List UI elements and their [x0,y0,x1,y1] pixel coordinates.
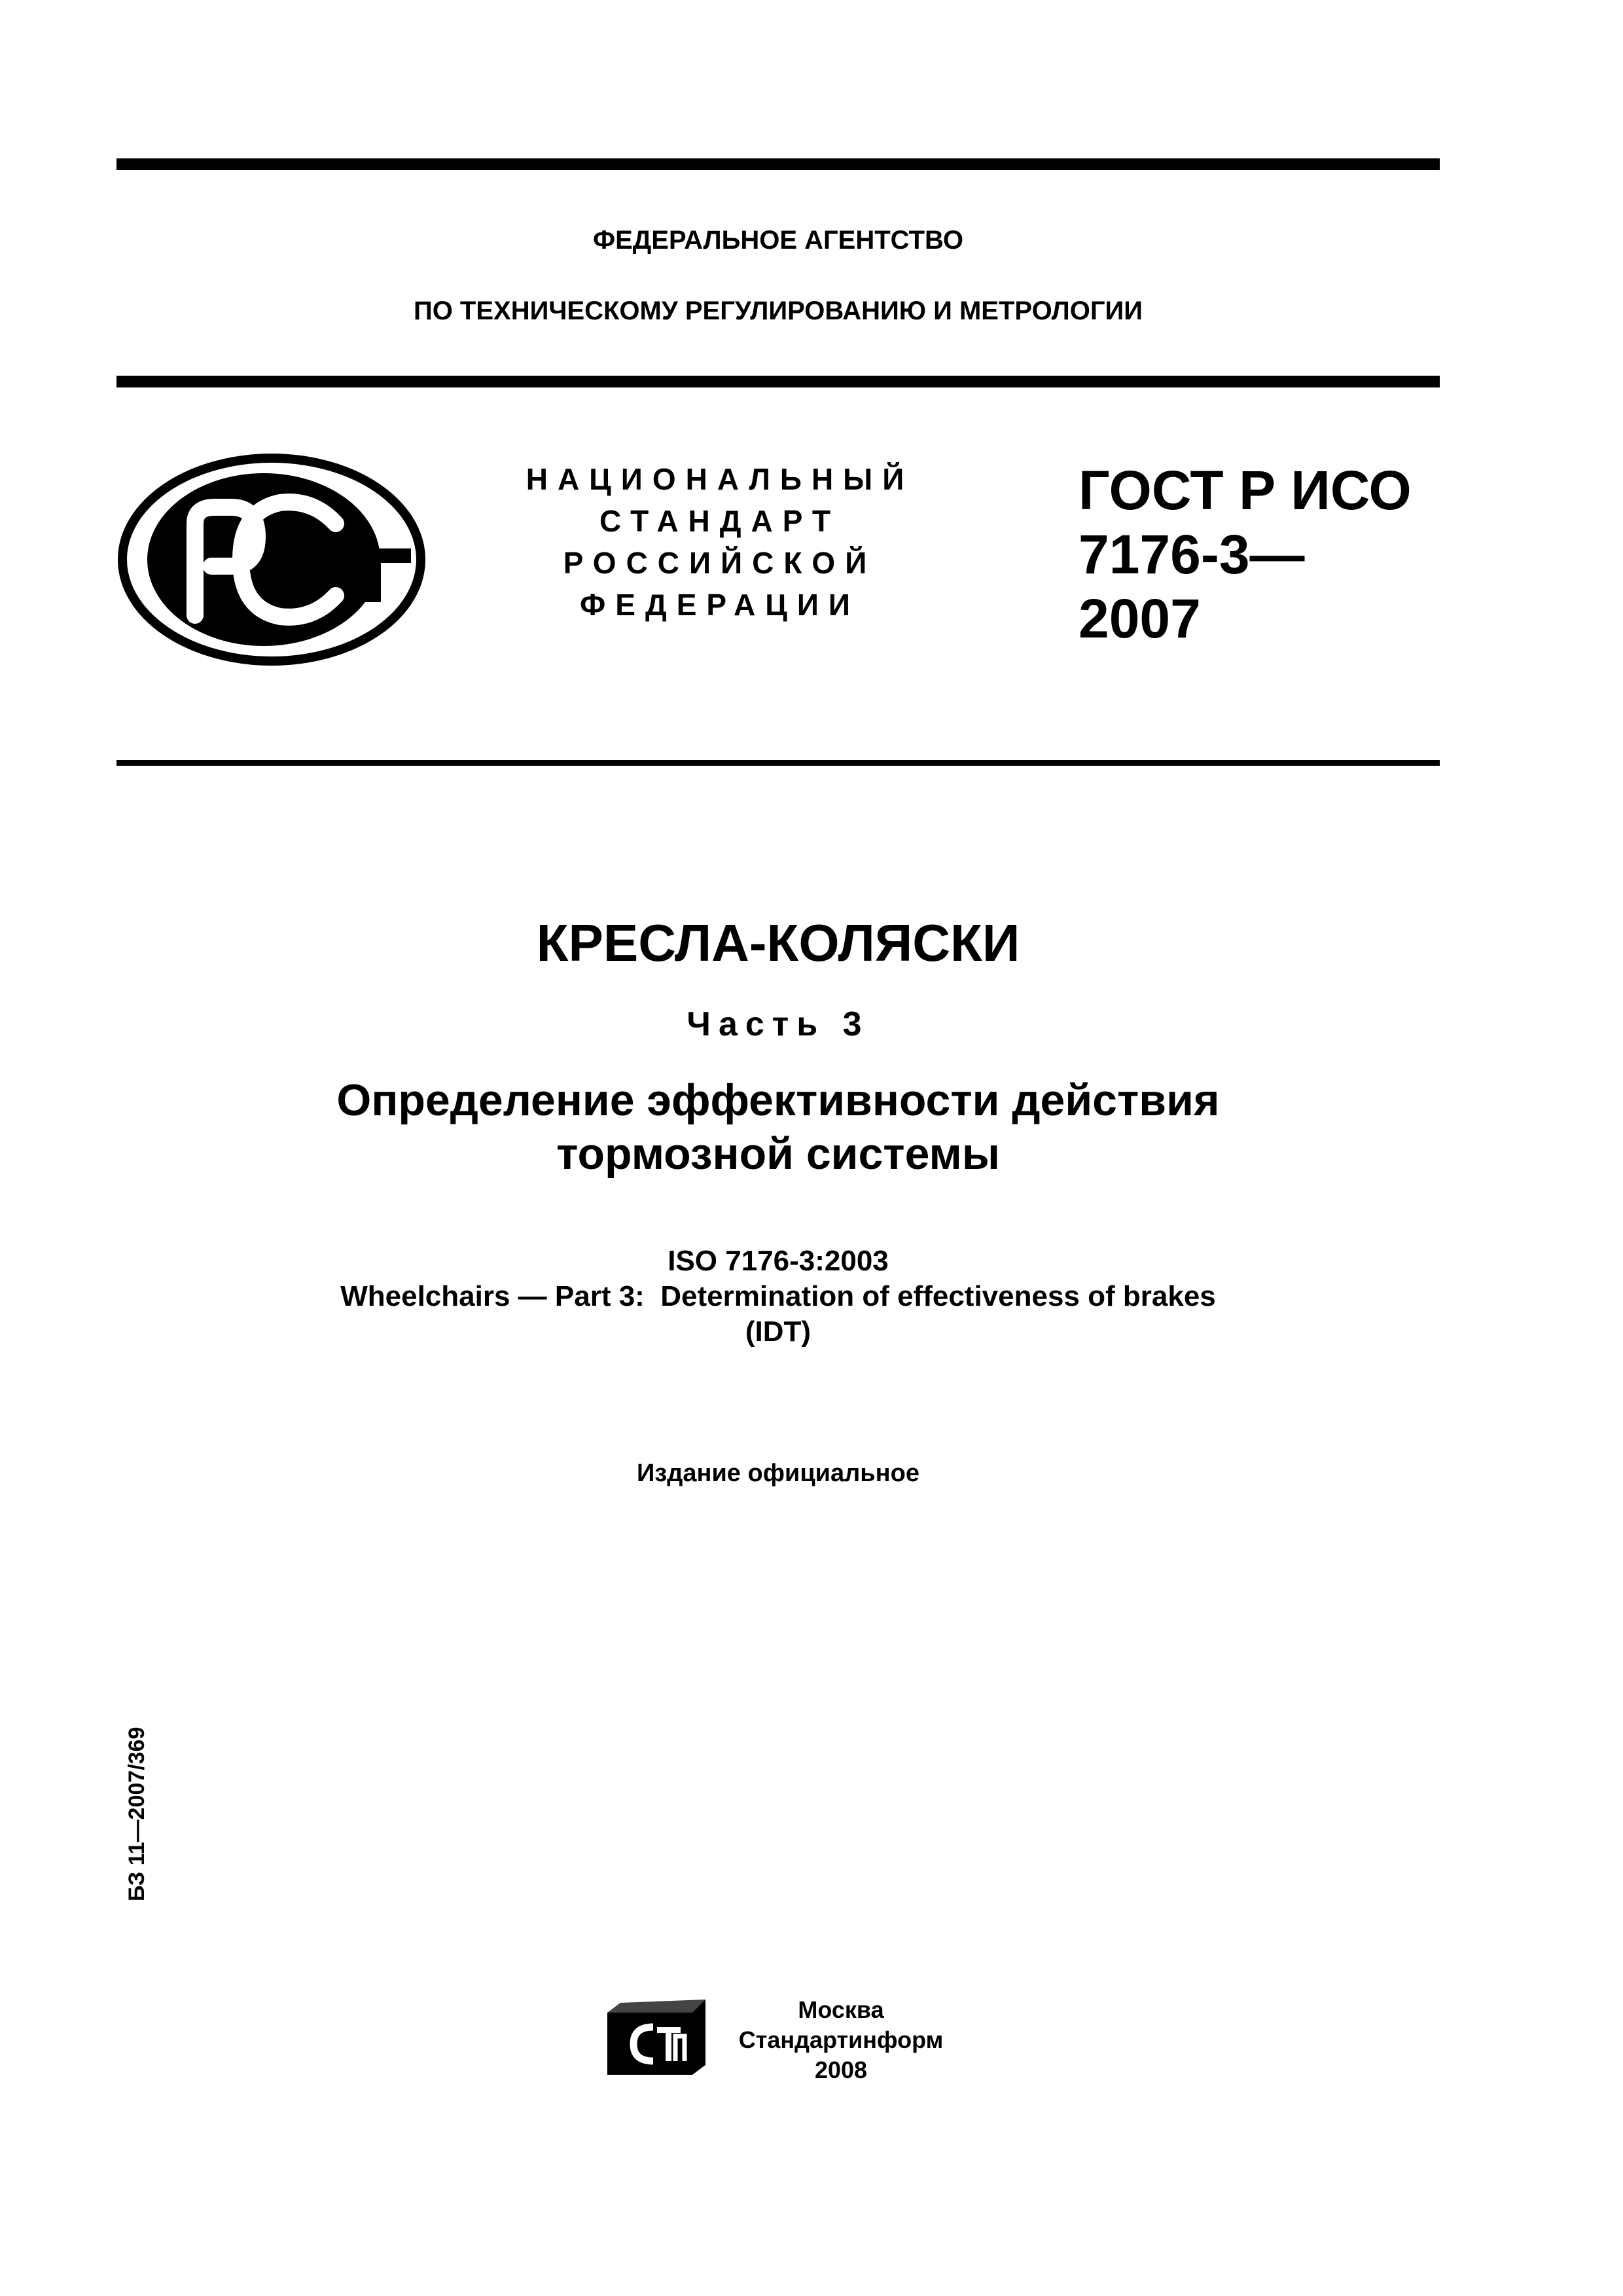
main-title: КРЕСЛА-КОЛЯСКИ [536,914,1020,972]
code-line-1: ГОСТ Р ИСО [1079,459,1412,521]
subtitle-line-2: тормозной системы [556,1129,1000,1179]
agency-line-1: ФЕДЕРАЛЬНОЕ АГЕНТСТВО [592,226,964,255]
subtitle-line-1: Определение эффективности действия [336,1075,1220,1125]
part-label: Часть 3 [687,1005,870,1043]
rst-logo-icon [116,452,427,668]
national-line-3: РОССИЙСКОЙ [563,546,877,580]
iso-degree: (IDT) [745,1316,812,1348]
iso-english-title: Wheelchairs — Part 3: Determination of effectiveness of brakes [340,1280,1216,1312]
publisher-block [733,1995,949,2085]
top-rule [116,158,1440,170]
code-line-2: 7176-3— [1079,524,1305,585]
publisher-city: Москва [798,1996,884,2023]
lower-rule [116,760,1440,766]
iso-reference [0,1244,1556,1350]
standartinform-logo-icon [607,2000,705,2078]
standard-code [1079,458,1432,651]
subtitle [0,1073,1556,1181]
iso-code: ISO 7176-3:2003 [668,1245,889,1277]
agency-line-2: ПО ТЕХНИЧЕСКОМУ РЕГУЛИРОВАНИЮ И МЕТРОЛОГИИ [413,296,1143,325]
national-standard-label [497,458,942,626]
publisher-name: Стандартинформ [738,2026,944,2053]
edition-label: Издание официальное [637,1460,919,1487]
national-line-1: НАЦИОНАЛЬНЫЙ [526,462,914,496]
code-line-3: 2007 [1079,588,1201,649]
national-line-2: СТАНДАРТ [599,504,840,538]
publisher-year: 2008 [814,2056,868,2083]
middle-rule [116,376,1440,387]
side-code: БЗ 11—2007/369 [124,1727,149,1901]
national-line-4: ФЕДЕРАЦИИ [580,588,860,622]
